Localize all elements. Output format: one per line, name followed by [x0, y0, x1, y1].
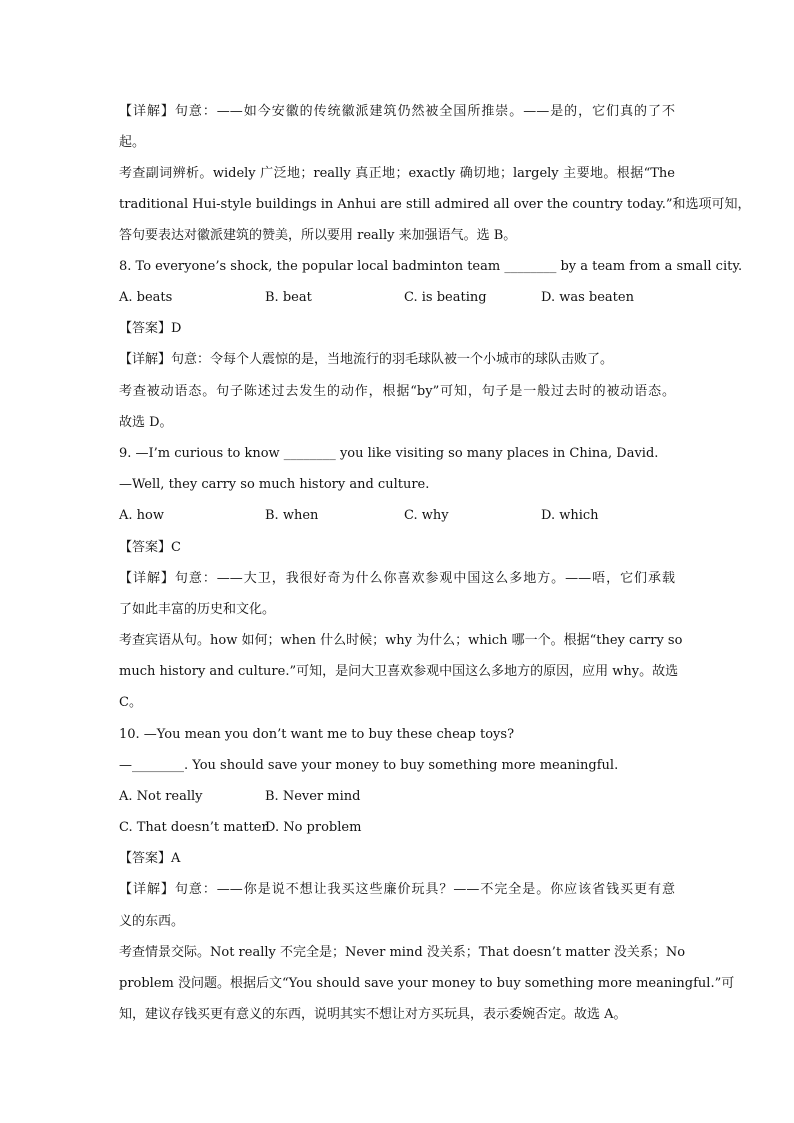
- q10-analysis-line-1: 考查情景交际。Not really 不完全是；Never mind 没关系；That doesn’t matter 没关系；No: [119, 945, 686, 960]
- q8-stem: 8. To everyone’s shock, the popular local badminton team ________ by a team from a small city.: [119, 259, 743, 274]
- q9-analysis-line-3: C。: [119, 695, 142, 710]
- q7-analysis-line-2: traditional Hui-style buildings in Anhui are still admired all over the country today.”和选项可知，: [119, 197, 751, 212]
- q8-option-d: D. was beaten: [541, 290, 634, 305]
- q8-analysis-line-2: 故选 D。: [119, 415, 173, 430]
- q10-analysis-line-3: 知，建议存钱买更有意义的东西，说明其实不想让对方买玩具，表示委婉否定。故选 A。: [119, 1007, 627, 1022]
- q10-option-a: A. Not really: [119, 789, 203, 804]
- q9-detail-line-1: 【详解】句意：——大卫，我很好奇为什么你喜欢参观中国这么多地方。——唔，它们承载: [119, 571, 675, 586]
- q9-analysis-line-1: 考查宾语从句。how 如何；when 什么时候；why 为什么；which 哪一个。根据“they carry so: [119, 633, 683, 648]
- q8-analysis-line-1: 考查被动语态。句子陈述过去发生的动作，根据“by”可知，句子是一般过去时的被动语态。: [119, 384, 675, 399]
- q9-detail-line-2: 了如此丰富的历史和文化。: [119, 602, 276, 617]
- q9-stem: 9. —I’m curious to know ________ you like visiting so many places in China, David.: [119, 446, 659, 461]
- q10-option-c: C. That doesn’t matter: [119, 820, 268, 835]
- q9-option-c: C. why: [404, 508, 449, 523]
- q8-answer: 【答案】D: [119, 321, 182, 336]
- q10-reply: —________. You should save your money to buy something more meaningful.: [119, 758, 619, 773]
- q9-answer: 【答案】C: [119, 540, 181, 555]
- q8-option-b: B. beat: [265, 290, 312, 305]
- q10-analysis-line-2: problem 没问题。根据后文“You should save your money to buy something more meaningful.”可: [119, 976, 735, 991]
- q9-option-b: B. when: [265, 508, 319, 523]
- q10-answer: 【答案】A: [119, 851, 181, 866]
- q7-detail-line-1: 【详解】句意：——如今安徽的传统徽派建筑仍然被全国所推崇。——是的，它们真的了不: [119, 104, 675, 119]
- q9-reply: —Well, they carry so much history and culture.: [119, 477, 430, 492]
- q8-option-c: C. is beating: [404, 290, 487, 305]
- q10-detail-line-1: 【详解】句意：——你是说不想让我买这些廉价玩具？——不完全是。你应该省钱买更有意: [119, 882, 675, 897]
- q7-analysis-line-1: 考查副词辨析。widely 广泛地；really 真正地；exactly 确切地；largely 主要地。根据“The: [119, 166, 675, 181]
- q9-option-d: D. which: [541, 508, 599, 523]
- q10-option-d: D. No problem: [265, 820, 362, 835]
- q8-option-a: A. beats: [119, 290, 173, 305]
- q8-detail: 【详解】句意：令每个人震惊的是，当地流行的羽毛球队被一个小城市的球队击败了。: [119, 352, 614, 367]
- q7-detail-line-2: 起。: [119, 135, 146, 150]
- q10-option-b: B. Never mind: [265, 789, 361, 804]
- q7-analysis-line-3: 答句要表达对徽派建筑的赞美，所以要用 really 来加强语气。选 B。: [119, 228, 517, 243]
- q10-stem: 10. —You mean you don’t want me to buy these cheap toys?: [119, 727, 515, 742]
- q9-option-a: A. how: [119, 508, 164, 523]
- q9-analysis-line-2: much history and culture.”可知，是问大卫喜欢参观中国这么多地方的原因，应用 why。故选: [119, 664, 679, 679]
- q10-detail-line-2: 义的东西。: [119, 914, 185, 929]
